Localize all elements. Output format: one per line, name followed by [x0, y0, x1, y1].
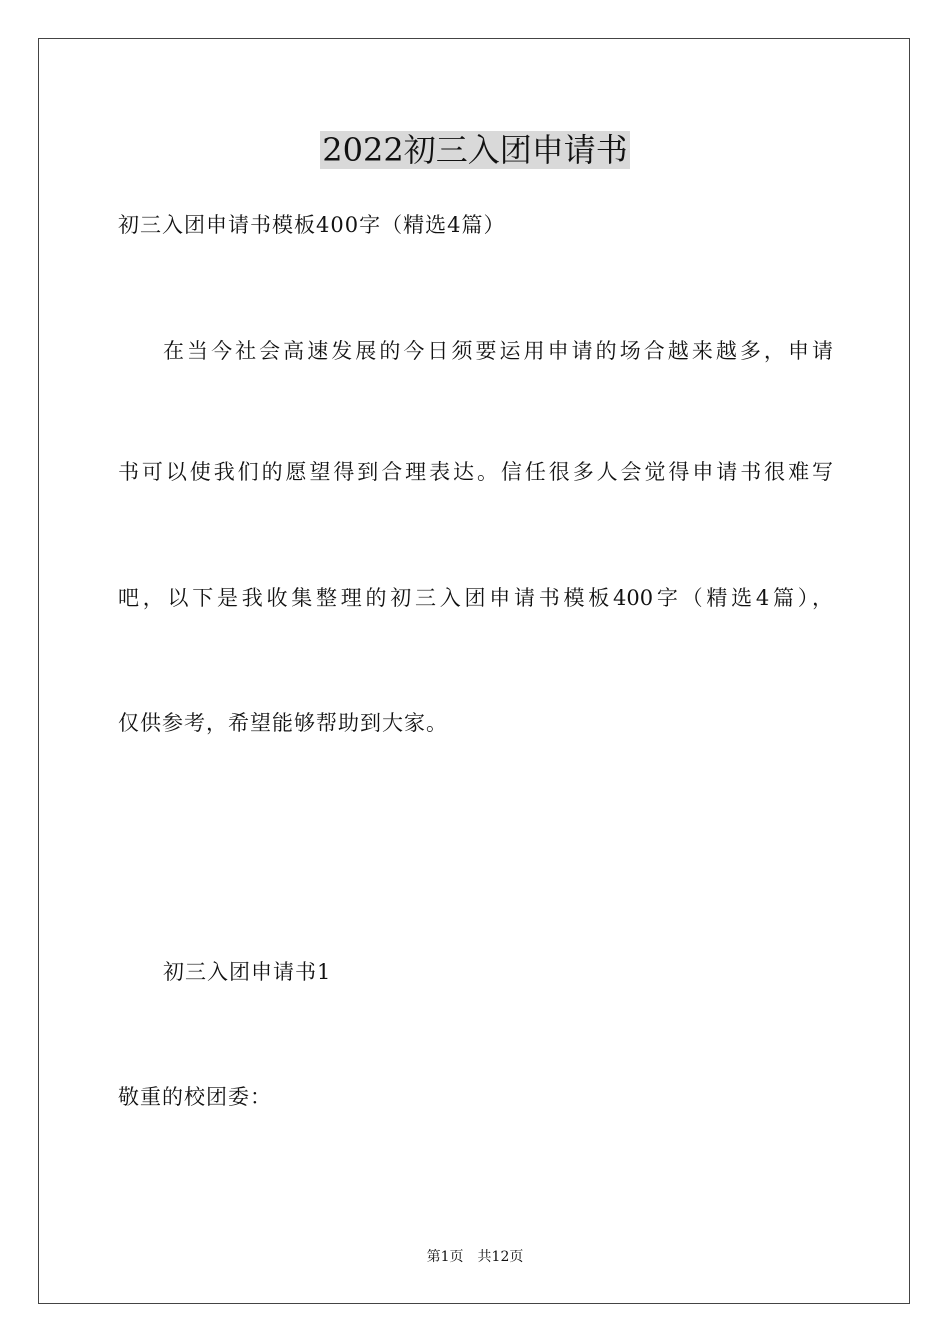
paragraph-line-3: 吧，以下是我收集整理的初三入团申请书模板400字（精选4篇），: [118, 586, 833, 610]
paragraph-line-4: 仅供参考，希望能够帮助到大家。: [118, 711, 448, 735]
page-footer: [0, 1248, 950, 1266]
salutation: 敬重的校团委：: [118, 1085, 272, 1109]
paragraph-line-2: 书可以使我们的愿望得到合理表达。信任很多人会觉得申请书很难写: [118, 460, 833, 484]
page-number-total: 共12页: [477, 1249, 524, 1265]
page-number-current: 第1页: [426, 1249, 464, 1265]
document-title-block: [0, 128, 950, 172]
document-title: 2022初三入团申请书: [322, 131, 628, 169]
document-subtitle: 初三入团申请书模板400字（精选4篇）: [118, 213, 506, 237]
paragraph-line-1: 在当今社会高速发展的今日须要运用申请的场合越来越多，申请: [163, 339, 833, 363]
section-heading: 初三入团申请书1: [163, 960, 332, 984]
